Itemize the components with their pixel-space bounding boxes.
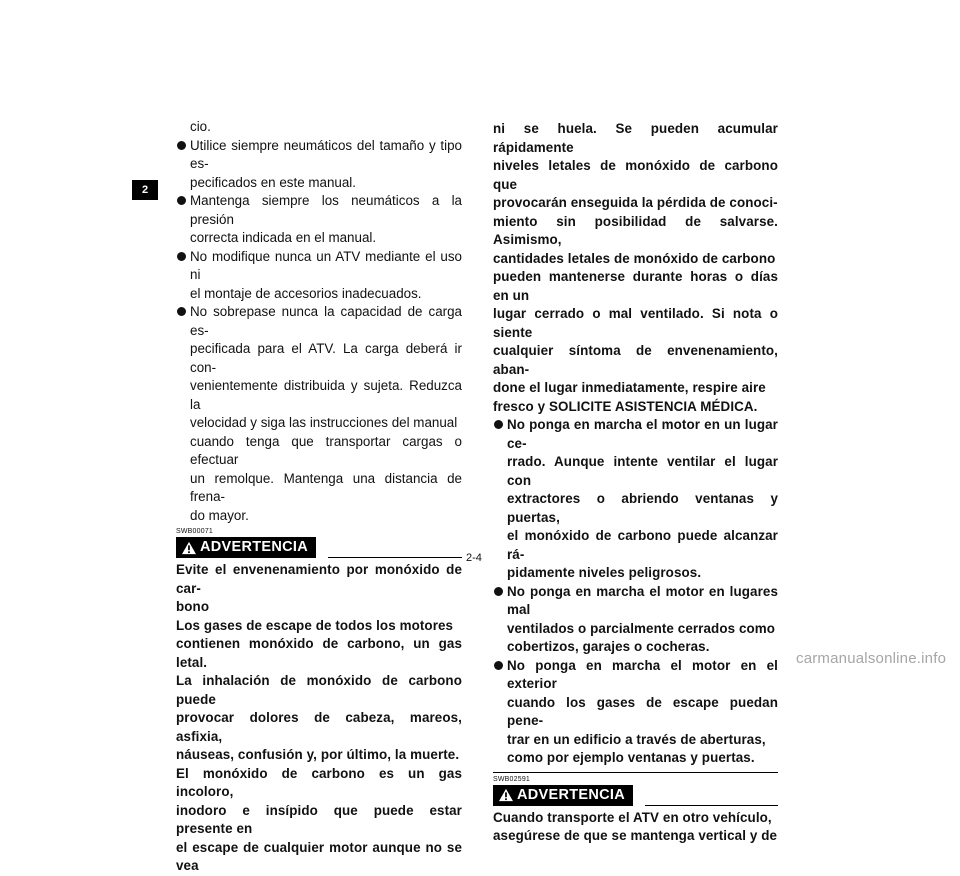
warning-badge bbox=[176, 537, 316, 558]
continuation-text: cio. bbox=[190, 119, 211, 134]
bullet-icon bbox=[494, 661, 503, 670]
divider bbox=[493, 772, 778, 773]
warning-body: Cuando transporte el ATV en otro vehículo, asegúrese de que se mantenga vertical y de bbox=[493, 809, 778, 843]
bullet-icon bbox=[177, 141, 186, 150]
page-number: 2-4 bbox=[466, 552, 482, 564]
list-item: No ponga en marcha el motor en el exterior cuando los gases de escape puedan pene- trar en un edificio a través de aberturas, como por ejemplo ventanas y puertas. bbox=[493, 657, 778, 768]
list-item: No sobrepase nunca la capacidad de carga es- pecificada para el ATV. La carga deberá ir con- venientemente distribuida y sujeta. Reduzca la velocidad y siga las instrucciones del manual cuando tenga que transportar cargas o efectuar un remolque. Mantenga una distancia de frena- do mayor. bbox=[176, 303, 462, 525]
section-tab: 2 bbox=[132, 180, 158, 200]
bullet-icon bbox=[494, 420, 503, 429]
warning-body: Evite el envenenamiento por monóxido de car- bono Los gases de escape de todos los motores contienen monóxido de carbono, un gas letal. La inhalación de monóxido de carbono puede provocar dolores de cabeza, mareos, asfixia, náuseas, confusión y, por último, la muerte. El monóxido de carbono es un gas incoloro, inodoro e insípido que puede estar presente en el escape de cualquier motor aunque no se vea bbox=[176, 562, 462, 873]
bullet-icon bbox=[177, 252, 186, 261]
bullet-icon bbox=[177, 196, 186, 205]
list-item: No ponga en marcha el motor en un lugar ce- rrado. Aunque intente ventilar el lugar con extractores o abriendo ventanas y puertas, el monóxido de carbono puede alcanzar rá- pidamente niveles peligrosos. bbox=[493, 416, 778, 583]
warning-header bbox=[493, 784, 778, 806]
left-column bbox=[176, 118, 462, 876]
warning-code: SWB02591 bbox=[493, 775, 531, 783]
list-item: Mantenga siempre los neumáticos a la presión correcta indicada en el manual. bbox=[176, 192, 462, 248]
list-item: Utilice siempre neumáticos del tamaño y tipo es- pecificados en este manual. bbox=[176, 137, 462, 193]
warning-continuation: ni se huela. Se pueden acumular rápidamente niveles letales de monóxido de carbono que provocarán enseguida la pérdida de conoci- miento sin posibilidad de salvarse. Asimismo, cantidades letales de monóxido de carbono pueden mantenerse durante horas o días en un lugar cerrado o mal ventilado. Si nota o siente cualquier síntoma de envenenamiento, aban- done el lugar inmediatamente, respire aire fresco y SOLICITE ASISTENCIA MÉDICA. bbox=[493, 121, 778, 414]
bullet-icon bbox=[494, 587, 503, 596]
list-item: No ponga en marcha el motor en lugares mal ventilados o parcialmente cerrados como cobertizos, garajes o cocheras. bbox=[493, 583, 778, 657]
warning-header bbox=[176, 536, 462, 558]
divider bbox=[328, 557, 462, 558]
watermark: carmanualsonline.info bbox=[796, 650, 947, 667]
divider bbox=[645, 805, 778, 806]
warning-label: ADVERTENCIA bbox=[516, 786, 625, 803]
warning-badge bbox=[493, 785, 633, 806]
list-item: No modifique nunca un ATV mediante el uso ni el montaje de accesorios inadecuados. bbox=[176, 248, 462, 304]
right-column bbox=[493, 120, 778, 846]
warning-code: SWB00071 bbox=[176, 528, 214, 535]
warning-label: ADVERTENCIA bbox=[199, 539, 308, 556]
warning-triangle-icon bbox=[499, 788, 513, 802]
warning-triangle-icon bbox=[182, 541, 196, 555]
bullet-icon bbox=[177, 307, 186, 316]
